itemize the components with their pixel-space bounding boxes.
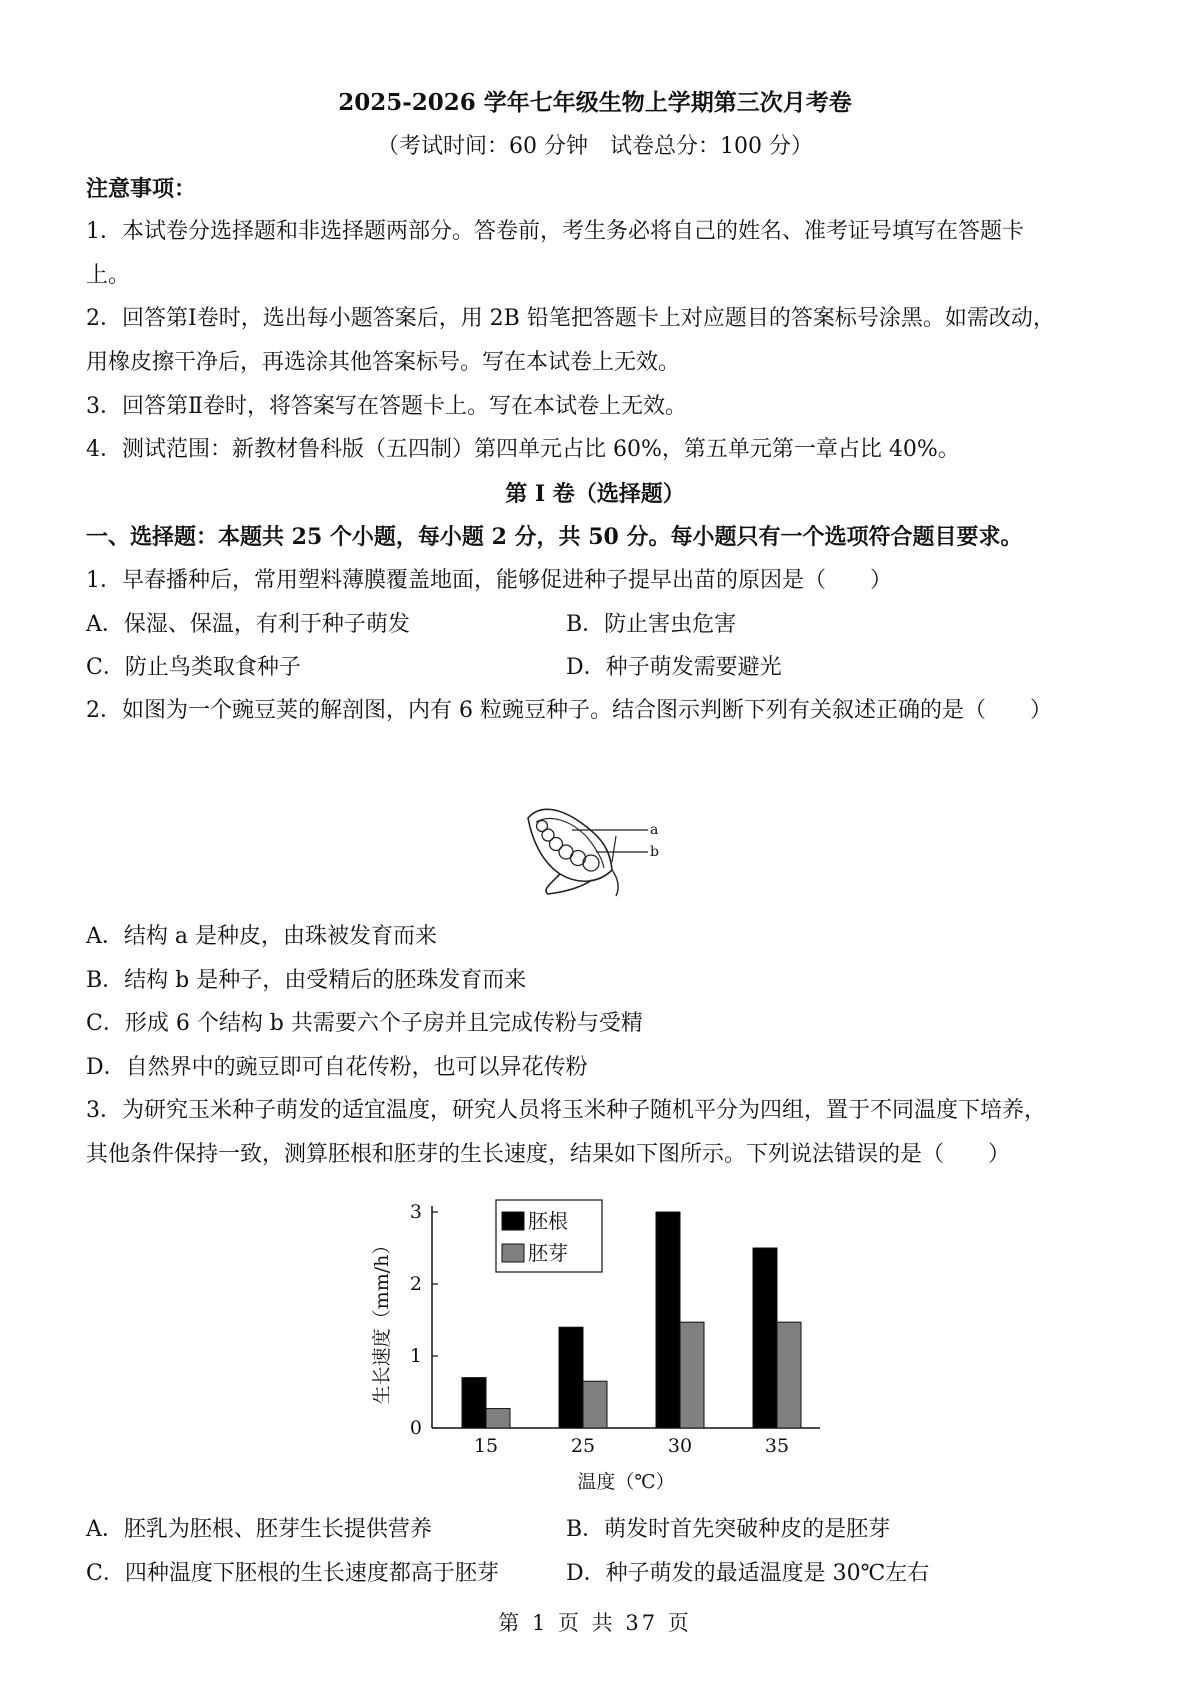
question-3-stem-line2: 其他条件保持一致，测算胚根和胚芽的生长速度，结果如下图所示。下列说法错误的是（ ） — [86, 1142, 1011, 1167]
bar-胚芽-35 — [777, 1322, 801, 1428]
page-footer: 第 1 页 共 37 页 — [498, 1611, 692, 1635]
legend-label: 胚根 — [528, 1209, 568, 1233]
notes-heading: 注意事项： — [86, 176, 197, 202]
q3-option-b: B．萌发时首先突破种皮的是胚芽 — [566, 1517, 891, 1542]
x-tick-label: 15 — [473, 1435, 499, 1457]
question-3-stem-line1: 3．为研究玉米种子萌发的适宜温度，研究人员将玉米种子随机平分为四组，置于不同温度下培养， — [86, 1098, 1047, 1123]
question-1-stem: 1．早春播种后，常用塑料薄膜覆盖地面，能够促进种子提早出苗的原因是（ ） — [86, 568, 892, 593]
bar-胚芽-25 — [583, 1381, 607, 1428]
y-tick-label: 3 — [409, 1201, 422, 1223]
exam-title: 2025-2026 学年七年级生物上学期第三次月考卷 — [338, 89, 852, 116]
q2-option-a: A．结构 a 是种皮，由珠被发育而来 — [86, 924, 437, 949]
section-instruction: 一、选择题：本题共 25 个小题，每小题 2 分，共 50 分。每小题只有一个选项符合题目要求。 — [86, 524, 1023, 550]
x-axis-label: 温度（℃） — [577, 1471, 675, 1493]
y-tick-label: 1 — [409, 1345, 422, 1367]
legend-swatch — [502, 1212, 524, 1230]
label-a: a — [650, 822, 659, 838]
note-line: 用橡皮擦干净后，再选涂其他答案标号。写在本试卷上无效。 — [86, 350, 681, 375]
y-tick-label: 0 — [409, 1417, 422, 1439]
note-line: 上。 — [86, 263, 131, 288]
bar-胚根-35 — [753, 1248, 777, 1428]
bar-胚芽-30 — [680, 1322, 704, 1428]
q1-option-b: B．防止害虫危害 — [566, 612, 737, 637]
question-2-stem: 2．如图为一个豌豆荚的解剖图，内有 6 粒豌豆种子。结合图示判断下列有关叙述正确的是（ ） — [86, 698, 1052, 723]
q2-option-c: C．形成 6 个结构 b 共需要六个子房并且完成传粉与受精 — [86, 1011, 643, 1036]
chart-legend — [496, 1200, 602, 1272]
legend-swatch — [502, 1244, 524, 1262]
q2-option-d: D．自然界中的豌豆即可自花传粉，也可以异花传粉 — [86, 1055, 588, 1080]
q1-option-a: A．保湿、保温，有利于种子萌发 — [86, 612, 410, 637]
label-b: b — [650, 844, 659, 860]
growth-rate-bar-chart — [370, 1196, 840, 1508]
bar-胚芽-15 — [486, 1409, 510, 1428]
section-title: 第 I 卷（选择题） — [505, 481, 685, 507]
q3-option-d: D．种子萌发的最适温度是 30℃左右 — [566, 1561, 930, 1586]
pea-pod-figure — [520, 800, 660, 900]
q1-option-c: C．防止鸟类取食种子 — [86, 655, 301, 680]
exam-subtitle: （考试时间：60 分钟 试卷总分：100 分） — [377, 134, 813, 159]
legend-label: 胚芽 — [528, 1241, 568, 1265]
note-line: 2．回答第Ⅰ卷时，选出每小题答案后，用 2B 铅笔把答题卡上对应题目的答案标号涂黑。如需改动， — [86, 306, 1055, 331]
note-line: 1．本试卷分选择题和非选择题两部分。答卷前，考生务必将自己的姓名、准考证号填写在答题卡 — [86, 219, 1025, 244]
note-line: 3．回答第Ⅱ卷时，将答案写在答题卡上。写在本试卷上无效。 — [86, 394, 687, 419]
x-tick-label: 30 — [667, 1435, 693, 1457]
bar-胚根-15 — [462, 1378, 486, 1428]
y-tick-label: 2 — [409, 1273, 422, 1295]
q1-option-d: D．种子萌发需要避光 — [566, 655, 782, 680]
q3-option-a: A．胚乳为胚根、胚芽生长提供营养 — [86, 1517, 432, 1542]
q3-option-c: C．四种温度下胚根的生长速度都高于胚芽 — [86, 1561, 499, 1586]
bar-胚根-25 — [559, 1327, 583, 1428]
x-tick-label: 25 — [570, 1435, 596, 1457]
bar-胚根-30 — [656, 1212, 680, 1428]
x-tick-label: 35 — [764, 1435, 790, 1457]
q2-option-b: B．结构 b 是种子，由受精后的胚珠发育而来 — [86, 968, 527, 993]
note-line: 4．测试范围：新教材鲁科版（五四制）第四单元占比 60%，第五单元第一章占比 40%。 — [86, 437, 960, 462]
y-axis-label: 生长速度（mm/h） — [371, 1235, 393, 1405]
